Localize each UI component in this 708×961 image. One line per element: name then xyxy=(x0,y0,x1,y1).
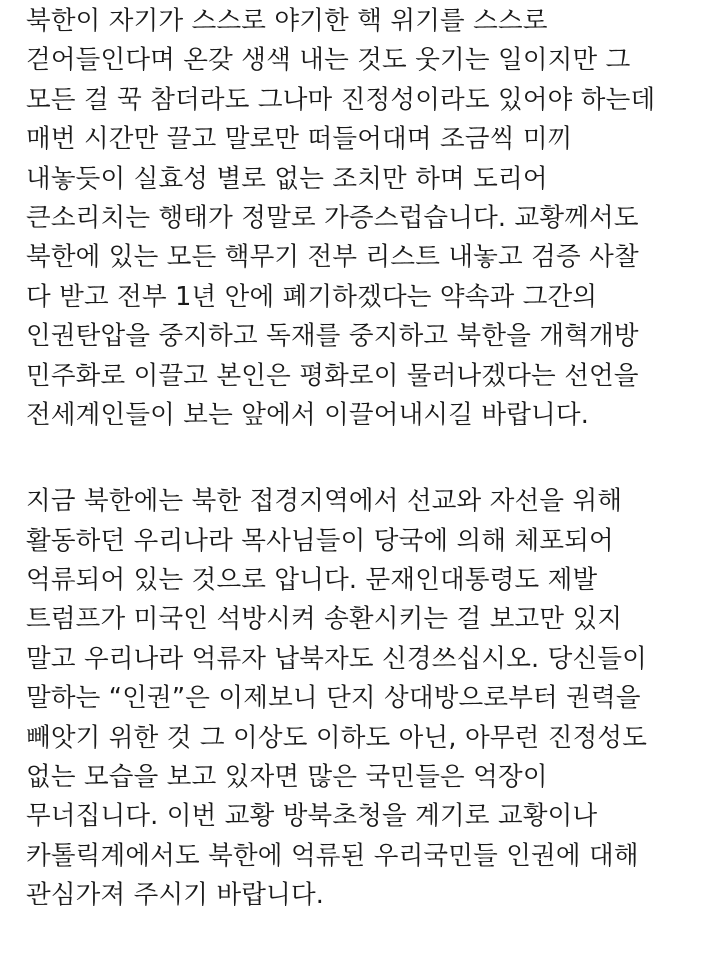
text-line: 다 받고 전부 1년 안에 폐기하겠다는 약속과 그간의 xyxy=(26,281,598,312)
text-line: 매번 시간만 끌고 말로만 떠들어대며 조금씩 미끼 xyxy=(26,124,573,155)
text-line: 모든 걸 꾹 참더라도 그나마 진정성이라도 있어야 하는데 xyxy=(26,84,656,115)
text-line: 걷어들인다며 온갖 생색 내는 것도 웃기는 일이지만 그 xyxy=(26,45,631,76)
text-line: 민주화로 이끌고 본인은 평화로이 물러나겠다는 선언을 xyxy=(26,360,639,391)
text-line: 없는 모습을 보고 있자면 많은 국민들은 억장이 xyxy=(26,762,548,793)
text-line: 내놓듯이 실효성 별로 없는 조치만 하며 도리어 xyxy=(26,163,548,194)
text-line: 빼앗기 위한 것 그 이상도 이하도 아닌, 아무런 진정성도 xyxy=(26,722,648,753)
paragraph-gap xyxy=(26,435,706,482)
text-line: 전세계인들이 보는 앞에서 이끌어내시길 바랍니다. xyxy=(26,399,590,430)
text-line: 말하는 “인권”은 이제보니 단지 상대방으로부터 권력을 xyxy=(26,683,641,714)
text-line: 북한이 자기가 스스로 야기한 핵 위기를 스스로 xyxy=(26,6,548,36)
text-line: 인권탄압을 중지하고 독재를 중지하고 북한을 개혁개방 xyxy=(26,321,639,352)
paragraph-1 xyxy=(26,2,706,435)
document-body xyxy=(26,0,706,916)
text-line: 말고 우리나라 억류자 납북자도 신경쓰십시오. 당신들이 xyxy=(26,643,647,674)
text-line: 관심가져 주시기 바랍니다. xyxy=(26,880,325,911)
paragraph-2 xyxy=(26,482,706,915)
text-line: 큰소리치는 행태가 정말로 가증스럽습니다. 교황께서도 xyxy=(26,202,639,233)
text-line: 트럼프가 미국인 석방시켜 송환시키는 걸 보고만 있지 xyxy=(26,604,623,635)
text-line: 지금 북한에는 북한 접경지역에서 선교와 자선을 위해 xyxy=(26,486,623,517)
text-line: 억류되어 있는 것으로 압니다. 문재인대통령도 제발 xyxy=(26,565,598,596)
text-line: 무너집니다. 이번 교황 방북초청을 계기로 교황이나 xyxy=(26,801,598,832)
text-line: 활동하던 우리나라 목사님들이 당국에 의해 체포되어 xyxy=(26,525,614,556)
text-line: 북한에 있는 모든 핵무기 전부 리스트 내놓고 검증 사찰 xyxy=(26,242,639,273)
text-line: 카톨릭계에서도 북한에 억류된 우리국민들 인권에 대해 xyxy=(26,840,639,871)
